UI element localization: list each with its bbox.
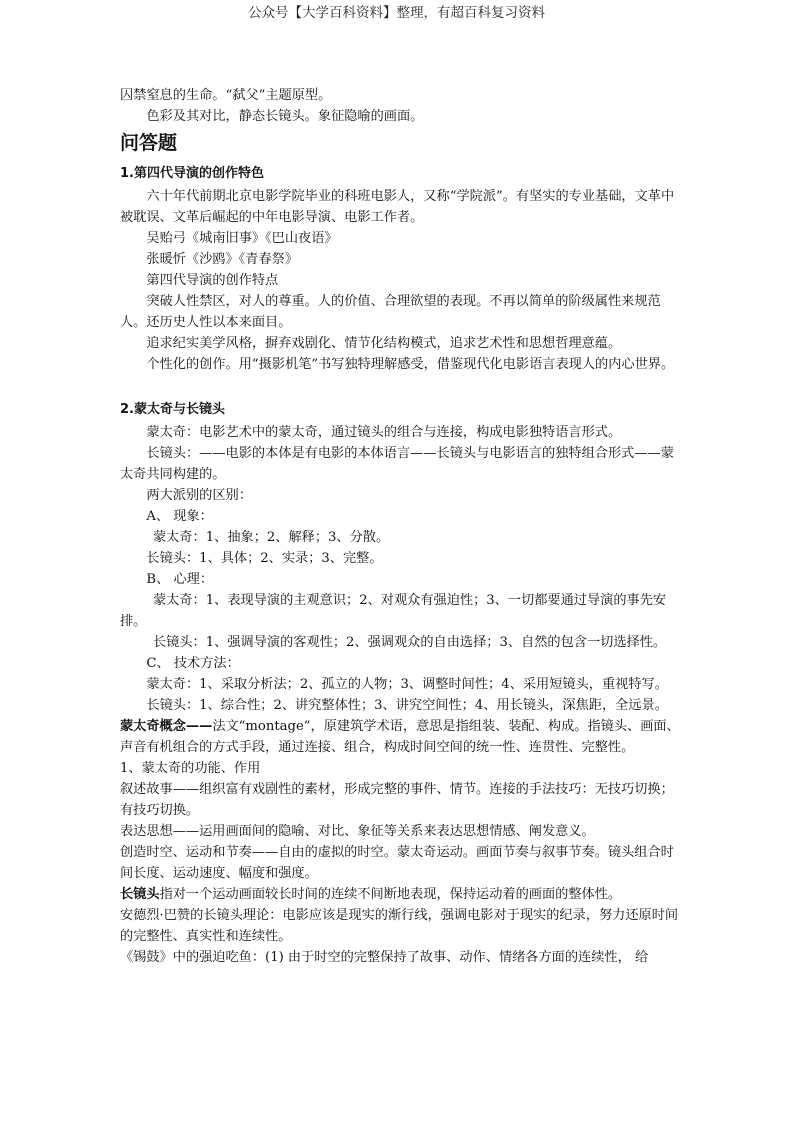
montage-concept-text: 法文“montage”，原建筑学术语，意思是指组装、装配、构成。指镜头、画面、声音有机组合的方式手段，通过连接、组合，构成时间空间的统一性、连贯性、完整性。 xyxy=(120,719,680,755)
q1-paragraph: 突破人性禁区，对人的尊重。人的价值、合理欲望的表现。不再以简单的阶级属性来规范人。还历史人性以本来面目。 xyxy=(120,294,661,330)
q2-paragraph: 长镜头：——电影的本体是有电影的本体语言——长镜头与电影语言的独特组合形式——蒙太奇共同构建的。 xyxy=(120,446,674,482)
tin-drum-example: 《锡鼓》中的强迫吃鱼：(1) 由于时空的完整保持了故事、动作、情绪各方面的连续性， 给 xyxy=(120,950,649,965)
bazin-theory: 安德烈·巴赞的长镜头理论：电影应该是现实的渐行线，强调电影对于现实的纪录，努力还原时间的完整性、真实性和连续性。 xyxy=(120,908,679,944)
q1-paragraph: 吴贻弓《城南旧事》《巴山夜语》 xyxy=(146,231,338,246)
q1-paragraph: 六十年代前期北京电影学院毕业的科班电影人，又称“学院派”。有坚实的专业基础，文革中被耽误、文革后崛起的中年电影导演、电影工作者。 xyxy=(120,189,675,225)
long-take-definition xyxy=(120,884,686,905)
montage-function: 表达思想——运用画面间的隐喻、对比、象征等关系来表达思想情感、阐发意义。 xyxy=(120,824,595,839)
q2-title: 2.蒙太奇与长镜头 xyxy=(120,402,225,417)
page-header: 公众号【大学百科资料】整理，有超百科复习资料 xyxy=(248,5,545,21)
q2-label-b: B、 心理： xyxy=(146,572,214,587)
intro-line-1: 囚禁窒息的生命。“弑父”主题原型。 xyxy=(120,88,332,103)
section-title: 问答题 xyxy=(120,132,178,154)
q2-item: 长镜头：1、强调导演的客观性；2、强调观众的自由选择；3、自然的包含一切选择性。 xyxy=(153,635,667,650)
q2-item: 长镜头：1、综合性；2、讲究整体性；3、讲究空间性；4、用长镜头，深焦距，全远景。 xyxy=(146,698,668,713)
q2-paragraph: 蒙太奇：电影艺术中的蒙太奇，通过镜头的组合与连接，构成电影独特语言形式。 xyxy=(146,425,622,440)
intro-line-2: 色彩及其对比，静态长镜头。象征隐喻的画面。 xyxy=(146,109,424,124)
q1-title: 1.第四代导演的创作特色 xyxy=(120,166,264,181)
q2-item: 蒙太奇：1、抽象；2、解释；3、分散。 xyxy=(153,530,390,545)
q2-label-c: C、 技术方法： xyxy=(146,656,240,671)
montage-function-title: 1、蒙太奇的功能、作用 xyxy=(120,761,261,776)
long-take-text: 指对一个运动画面较长时间的连续不间断地表现，保持运动着的画面的整体性。 xyxy=(159,887,622,902)
q1-paragraph: 第四代导演的创作特点 xyxy=(146,273,279,288)
q2-item: 蒙太奇：1、采取分析法；2、孤立的人物；3、调整时间性；4、采用短镜头，重视特写。 xyxy=(146,677,668,692)
q2-paragraph: 两大派别的区别： xyxy=(146,488,252,503)
q1-paragraph: 追求纪实美学风格，摒弃戏剧化、情节化结构模式，追求艺术性和思想哲理意蕴。 xyxy=(146,336,622,351)
q1-paragraph: 个性化的创作。用“摄影机笔”书写独特理解感受，借鉴现代化电影语言表现人的内心世界。 xyxy=(146,357,675,372)
q2-item: 长镜头：1、具体；2、实录；3、完整。 xyxy=(146,551,383,566)
long-take-term: 长镜头 xyxy=(120,887,160,902)
montage-function: 叙述故事——组织富有戏剧性的素材，形成完整的事件、情节。连接的手法技巧：无技巧切换；有技巧切换。 xyxy=(120,782,674,818)
montage-concept xyxy=(120,716,686,758)
spacer xyxy=(120,375,686,396)
q2-label-a: A、 现象： xyxy=(146,509,213,524)
montage-concept-term: 蒙太奇概念—— xyxy=(120,719,213,734)
document-body xyxy=(120,85,686,968)
q2-item: 蒙太奇：1、表现导演的主观意识；2、对观众有强迫性；3、一切都要通过导演的事先安排。 xyxy=(120,593,667,629)
q1-paragraph: 张暖忻《沙鸥》《青春祭》 xyxy=(146,252,299,267)
montage-function: 创造时空、运动和节奏——自由的虚拟的时空。蒙太奇运动。画面节奏与叙事节奏。镜头组合时间长度、运动速度、幅度和强度。 xyxy=(120,845,674,881)
